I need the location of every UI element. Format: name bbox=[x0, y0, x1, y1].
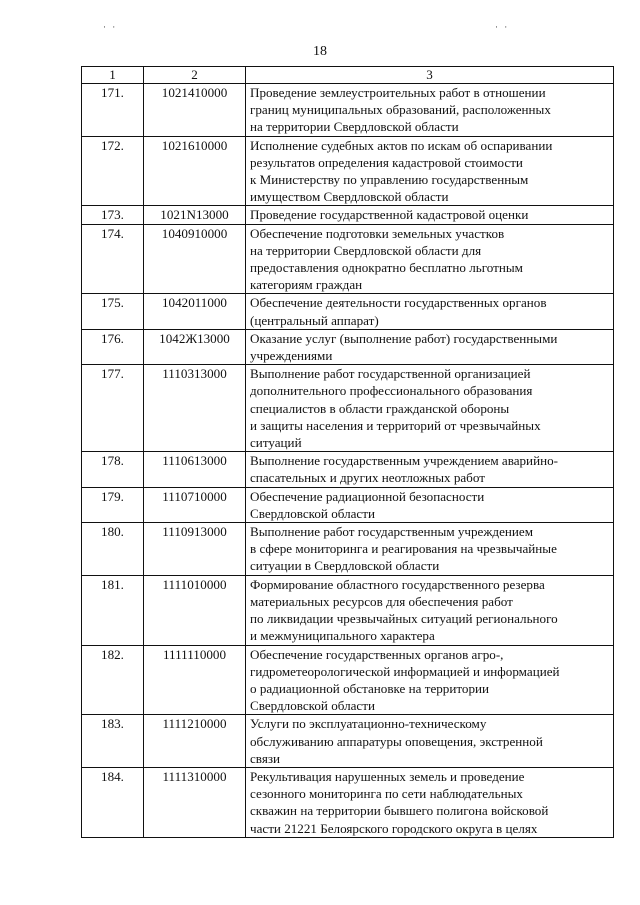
row-description-cell: Обеспечение деятельности государственных органов (центральный аппарат) bbox=[246, 294, 614, 329]
row-description-cell: Формирование областного государственного резерва материальных ресурсов для обеспечения работ по ликвидации чрезвычайных ситуаций регионального и межмуниципального характера bbox=[246, 575, 614, 645]
table-row bbox=[82, 365, 614, 452]
table-row bbox=[82, 84, 614, 137]
row-description-cell: Обеспечение подготовки земельных участков на территории Свердловской области для предоставления однократно бесплатно льготным категориям граждан bbox=[246, 224, 614, 294]
row-code-cell: 1021N13000 bbox=[144, 206, 246, 224]
table-row bbox=[82, 206, 614, 224]
table-header-row bbox=[82, 67, 614, 84]
table-row bbox=[82, 487, 614, 522]
row-code-cell: 1111310000 bbox=[144, 767, 246, 837]
row-description-cell: Выполнение работ государственной организацией дополнительного профессионального образования специалистов в области гражданской обороны и защиты населения и территорий от чрезвычайных ситуаций bbox=[246, 365, 614, 452]
row-number-cell: 171. bbox=[82, 84, 144, 137]
row-description-cell: Исполнение судебных актов по искам об оспаривании результатов определения кадастровой стоимости к Министерству по управлению государственным имуществом Свердловской области bbox=[246, 136, 614, 206]
row-code-cell: 1042Ж13000 bbox=[144, 329, 246, 364]
table-row bbox=[82, 294, 614, 329]
row-number-cell: 178. bbox=[82, 452, 144, 487]
row-number-cell: 181. bbox=[82, 575, 144, 645]
row-number-cell: 182. bbox=[82, 645, 144, 715]
table-row bbox=[82, 575, 614, 645]
row-description-cell: Проведение государственной кадастровой оценки bbox=[246, 206, 614, 224]
table-row bbox=[82, 523, 614, 576]
row-number-cell: 176. bbox=[82, 329, 144, 364]
row-number-cell: 175. bbox=[82, 294, 144, 329]
row-number-cell: 183. bbox=[82, 715, 144, 768]
row-code-cell: 1110313000 bbox=[144, 365, 246, 452]
row-code-cell: 1110710000 bbox=[144, 487, 246, 522]
row-code-cell: 1110913000 bbox=[144, 523, 246, 576]
table-row bbox=[82, 767, 614, 837]
column-header: 3 bbox=[246, 67, 614, 84]
column-header: 2 bbox=[144, 67, 246, 84]
table-row bbox=[82, 329, 614, 364]
table-body bbox=[82, 84, 614, 838]
budget-codes-table bbox=[81, 66, 614, 838]
row-code-cell: 1111010000 bbox=[144, 575, 246, 645]
scan-mark-right: · · bbox=[495, 22, 510, 32]
row-number-cell: 184. bbox=[82, 767, 144, 837]
row-number-cell: 173. bbox=[82, 206, 144, 224]
row-number-cell: 179. bbox=[82, 487, 144, 522]
row-description-cell: Оказание услуг (выполнение работ) государственными учреждениями bbox=[246, 329, 614, 364]
row-description-cell: Рекультивация нарушенных земель и проведение сезонного мониторинга по сети наблюдательных скважин на территории бывшего полигона войсковой части 21221 Белоярского городского округа в целях bbox=[246, 767, 614, 837]
row-number-cell: 177. bbox=[82, 365, 144, 452]
row-code-cell: 1021610000 bbox=[144, 136, 246, 206]
row-code-cell: 1042011000 bbox=[144, 294, 246, 329]
row-number-cell: 180. bbox=[82, 523, 144, 576]
table-row bbox=[82, 645, 614, 715]
page-number: 18 bbox=[313, 44, 327, 59]
row-description-cell: Услуги по эксплуатационно-техническому обслуживанию аппаратуры оповещения, экстренной связи bbox=[246, 715, 614, 768]
column-header: 1 bbox=[82, 67, 144, 84]
row-number-cell: 172. bbox=[82, 136, 144, 206]
row-description-cell: Выполнение государственным учреждением аварийно- спасательных и других неотложных работ bbox=[246, 452, 614, 487]
row-code-cell: 1021410000 bbox=[144, 84, 246, 137]
scan-mark-left: · · bbox=[103, 22, 118, 32]
row-code-cell: 1110613000 bbox=[144, 452, 246, 487]
row-description-cell: Обеспечение радиационной безопасности Свердловской области bbox=[246, 487, 614, 522]
row-description-cell: Проведение землеустроительных работ в отношении границ муниципальных образований, расположенных на территории Свердловской области bbox=[246, 84, 614, 137]
table-row bbox=[82, 224, 614, 294]
table-row bbox=[82, 136, 614, 206]
table-row bbox=[82, 452, 614, 487]
row-code-cell: 1040910000 bbox=[144, 224, 246, 294]
row-description-cell: Выполнение работ государственным учреждением в сфере мониторинга и реагирования на чрезвычайные ситуации в Свердловской области bbox=[246, 523, 614, 576]
table-row bbox=[82, 715, 614, 768]
row-number-cell: 174. bbox=[82, 224, 144, 294]
row-code-cell: 1111210000 bbox=[144, 715, 246, 768]
row-code-cell: 1111110000 bbox=[144, 645, 246, 715]
row-description-cell: Обеспечение государственных органов агро-, гидрометеорологической информацией и информацией о радиационной обстановке на территории Свердловской области bbox=[246, 645, 614, 715]
